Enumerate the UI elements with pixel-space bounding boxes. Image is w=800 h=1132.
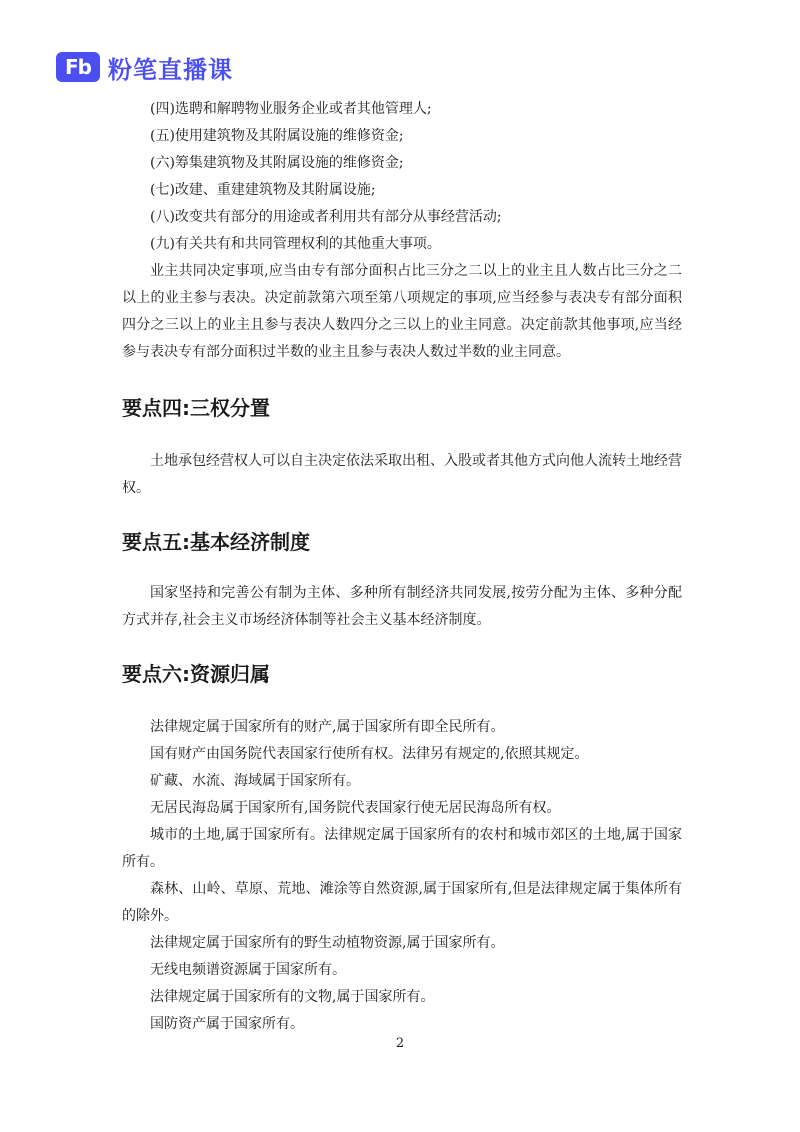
- paragraph: 森林、山岭、草原、荒地、滩涂等自然资源,属于国家所有,但是法律规定属于集体所有的除外。: [122, 881, 682, 924]
- list-item: (七)改建、重建建筑物及其附属设施;: [150, 182, 376, 198]
- list-item: (九)有关共有和共同管理权利的其他重大事项。: [150, 236, 441, 252]
- paragraph: 无居民海岛属于国家所有,国务院代表国家行使无居民海岛所有权。: [150, 800, 561, 816]
- page-number: 2: [395, 1036, 405, 1051]
- list-item: (五)使用建筑物及其附属设施的维修资金;: [150, 128, 404, 144]
- list-item: (八)改变共有部分的用途或者利用共有部分从事经营活动;: [150, 209, 502, 225]
- section-title-4: 要点四:三权分置: [122, 396, 270, 420]
- document-body: [122, 96, 682, 1038]
- paragraph: 国防资产属于国家所有。: [150, 1016, 304, 1032]
- paragraph: 矿藏、水流、海域属于国家所有。: [150, 773, 360, 789]
- paragraph: 法律规定属于国家所有的文物,属于国家所有。: [150, 989, 435, 1005]
- paragraph: 无线电频谱资源属于国家所有。: [150, 962, 346, 978]
- section-title-6: 要点六:资源归属: [122, 662, 270, 686]
- paragraph: 土地承包经营权人可以自主决定依法采取出租、入股或者其他方式向他人流转土地经营权。: [122, 453, 682, 496]
- brand-logo-icon: Fb: [56, 52, 100, 82]
- paragraph: 国有财产由国务院代表国家行使所有权。法律另有规定的,依照其规定。: [150, 746, 589, 762]
- paragraph-decision: 业主共同决定事项,应当由专有部分面积占比三分之二以上的业主且人数占比三分之二以上的业主参与表决。决定前款第六项至第八项规定的事项,应当经参与表决专有部分面积四分之三以上的业主且参与表决人数四分之三以上的业主同意。决定前款其他事项,应当经参与表决专有部分面积过半数的业主且参与表决人数过半数的业主同意。: [122, 263, 682, 360]
- header: [56, 50, 233, 84]
- paragraph: 法律规定属于国家所有的野生动植物资源,属于国家所有。: [150, 935, 505, 951]
- paragraph: 法律规定属于国家所有的财产,属于国家所有即全民所有。: [150, 719, 505, 735]
- list-item: (六)筹集建筑物及其附属设施的维修资金;: [150, 155, 404, 171]
- paragraph: 国家坚持和完善公有制为主体、多种所有制经济共同发展,按劳分配为主体、多种分配方式并存,社会主义市场经济体制等社会主义基本经济制度。: [122, 585, 682, 628]
- list-item: (四)选聘和解聘物业服务企业或者其他管理人;: [150, 101, 432, 117]
- paragraph: 城市的土地,属于国家所有。法律规定属于国家所有的农村和城市郊区的土地,属于国家所有。: [122, 827, 682, 870]
- section-title-5: 要点五:基本经济制度: [122, 530, 310, 554]
- brand-name: 粉笔直播课: [108, 55, 233, 84]
